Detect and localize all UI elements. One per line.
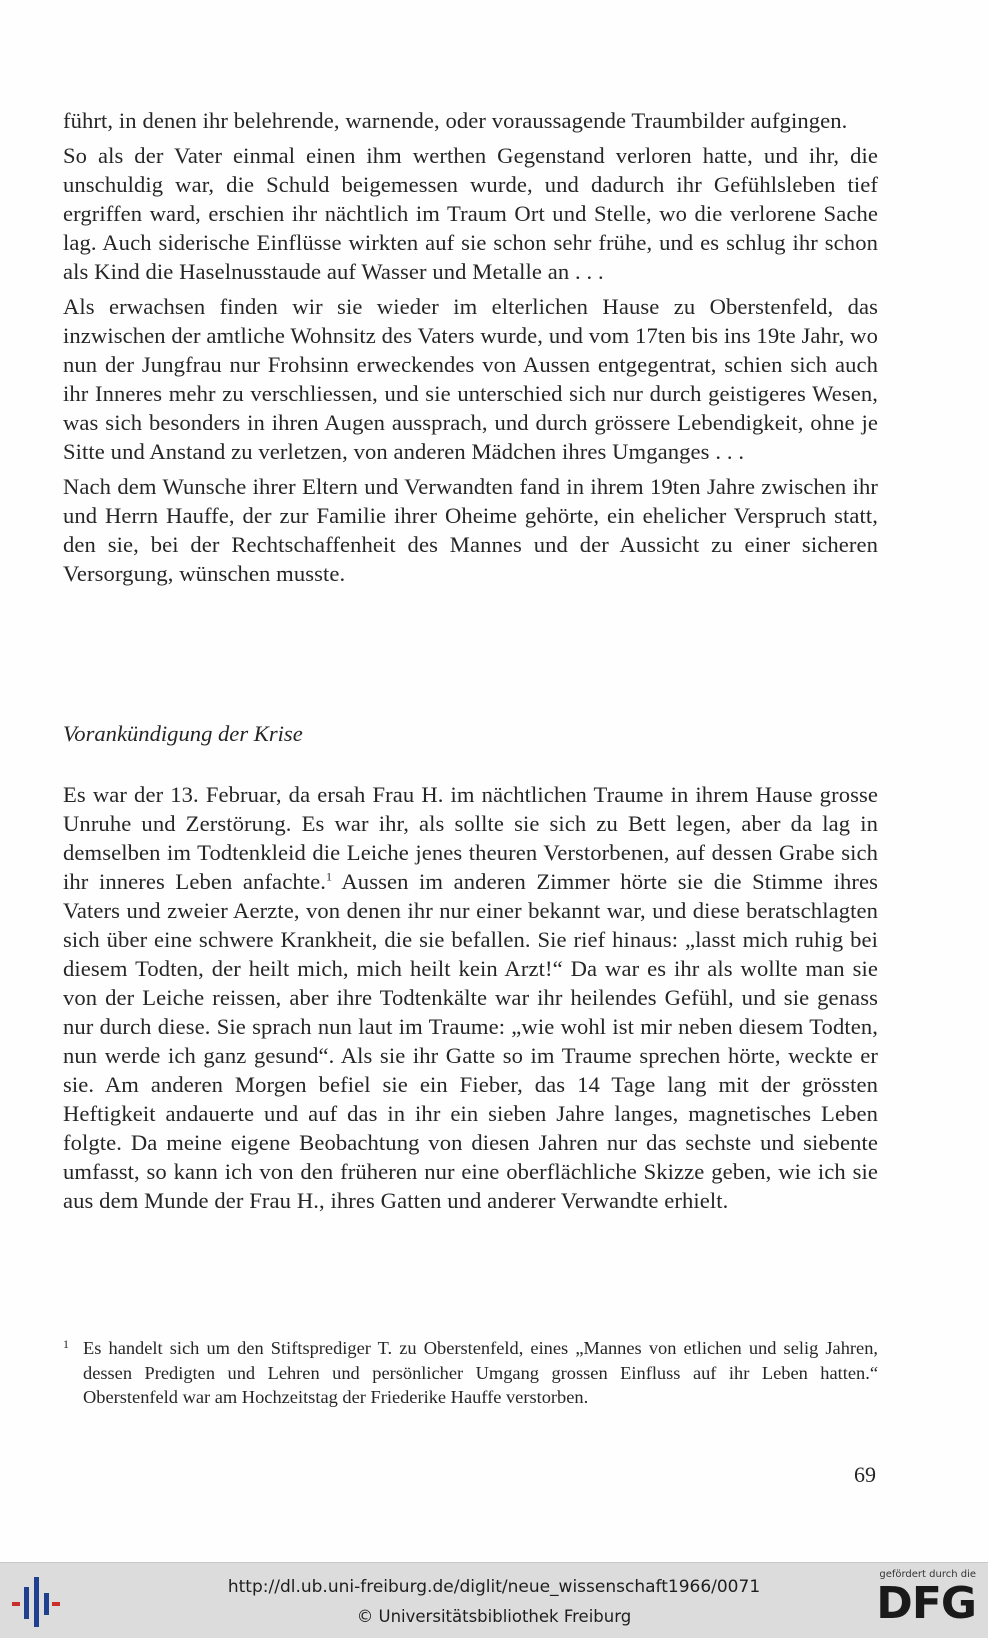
viewer-footer xyxy=(0,1562,988,1638)
paragraph xyxy=(63,780,878,1215)
footnote-reference[interactable]: 1 xyxy=(325,869,333,884)
paragraph: Nach dem Wunsche ihrer Eltern und Verwandten fand in ihrem 19ten Jahre zwischen ihr und Herrn Hauffe, der zur Familie ihrer Oheime gehörte, ein ehelicher Verspruch statt, den sie, bei der Rechtschaffenheit des Mannes und der Aussicht zu einer sicheren Versorgung, wünschen musste. xyxy=(63,474,878,586)
document-url-link[interactable]: http://dl.ub.uni-freiburg.de/diglit/neue_wissenschaft1966/0071 xyxy=(227,1577,761,1597)
body-text-section-1 xyxy=(63,106,878,594)
paragraph-text: Es war der 13. Februar, da ersah Frau H. im nächtlichen Traume in ihrem Hause grosse Unruhe und Zerstörung. Es war ihr, als sollte sie sich zu Bett legen, aber da lag in demselben im Todtenkleid die Leiche jenes theuren Verstorbenen, auf dessen Grabe sich ihr inneres Leben anfachte. xyxy=(63,782,878,894)
dfg-caption: gefördert durch die xyxy=(879,1569,976,1580)
body-text-section-2 xyxy=(63,780,878,1221)
paragraph-text: Aussen im anderen Zimmer hörte sie die Stimme ihres Vaters und zweier Aerzte, von denen ihr nur einer bekannt war, und diese beratschlagten sich über eine schwere Krankheit, die sie befallen. Sie rief hinaus: „lasst mich ruhig bei diesem Todten, der heilt mich, mich heilt kein Arzt!“ Da war es ihr als wollte man sie von der Leiche reissen, aber ihre Todtenkälte war ihr heilendes Gefühl, und sie genass nur durch diese. Sie sprach nun laut im Traume: „wie wohl ist mir neben diesem Todten, nun werde ich ganz gesund“. Als sie ihr Gatte so im Traume sprechen hörte, weckte er sie. Am anderen Morgen befiel sie ein Fieber, das 14 Tage lang mit der grössten Heftigkeit andauerte und auf das in ihr ein sieben Jahre langes, magnetisches Leben folgte. Da meine eigene Beobachtung von diesen Jahren nur das sechste und siebente umfasst, so kann ich von den früheren nur eine oberflächliche Skizze geben, wie ich sie aus dem Munde der Frau H., ihres Gatten und anderer Verwandte erhielt. xyxy=(63,869,878,1213)
paragraph: führt, in denen ihr belehrende, warnende, oder voraussagende Traumbilder aufgingen. xyxy=(63,108,848,133)
copyright-notice: © Universitätsbibliothek Freiburg xyxy=(356,1607,632,1626)
footnote-text: Es handelt sich um den Stiftsprediger T. zu Oberstenfeld, eines „Mannes von etlichen und selig Jahren, dessen Predigten und Lehren und persönlicher Umgang grossen Einfluss auf ihr Leben hatten.“ Oberstenfeld war am Hochzeitstag der Friederike Hauffe verstorben. xyxy=(83,1338,878,1407)
footnote xyxy=(63,1336,878,1410)
dfg-logo: DFG xyxy=(876,1578,976,1629)
section-heading: Vorankündigung der Krise xyxy=(63,721,303,746)
page-number: 69 xyxy=(854,1462,876,1487)
footnote-mark: 1 xyxy=(63,1337,69,1351)
paragraph: So als der Vater einmal einen ihm werthen Gegenstand verloren hatte, und ihr, die unschuldig war, die Schuld beigemessen wurde, und dadurch ihr Gefühlsleben tief ergriffen ward, erschien ihr nächtlich im Traum Ort und Stelle, wo die verlorene Sache lag. Auch siderische Einflüsse wirkten auf sie schon sehr frühe, und es schlug ihr schon als Kind die Haselnusstaude auf Wasser und Metalle an . . . xyxy=(63,143,878,284)
paragraph: Als erwachsen finden wir sie wieder im elterlichen Hause zu Oberstenfeld, das inzwischen der amtliche Wohnsitz des Vaters wurde, und vom 17ten bis ins 19te Jahr, wo nun der Jungfrau nur Frohsinn erweckendes von Aussen entgegentrat, schien sich auch ihr Inneres mehr zu verschliessen, und sie unterschied sich nur durch geistigeres Wesen, was sich besonders in ihren Augen aussprach, und durch grössere Lebendigkeit, ohne je Sitte und Anstand zu verletzen, von anderen Mädchen ihres Umganges . . . xyxy=(63,294,878,464)
